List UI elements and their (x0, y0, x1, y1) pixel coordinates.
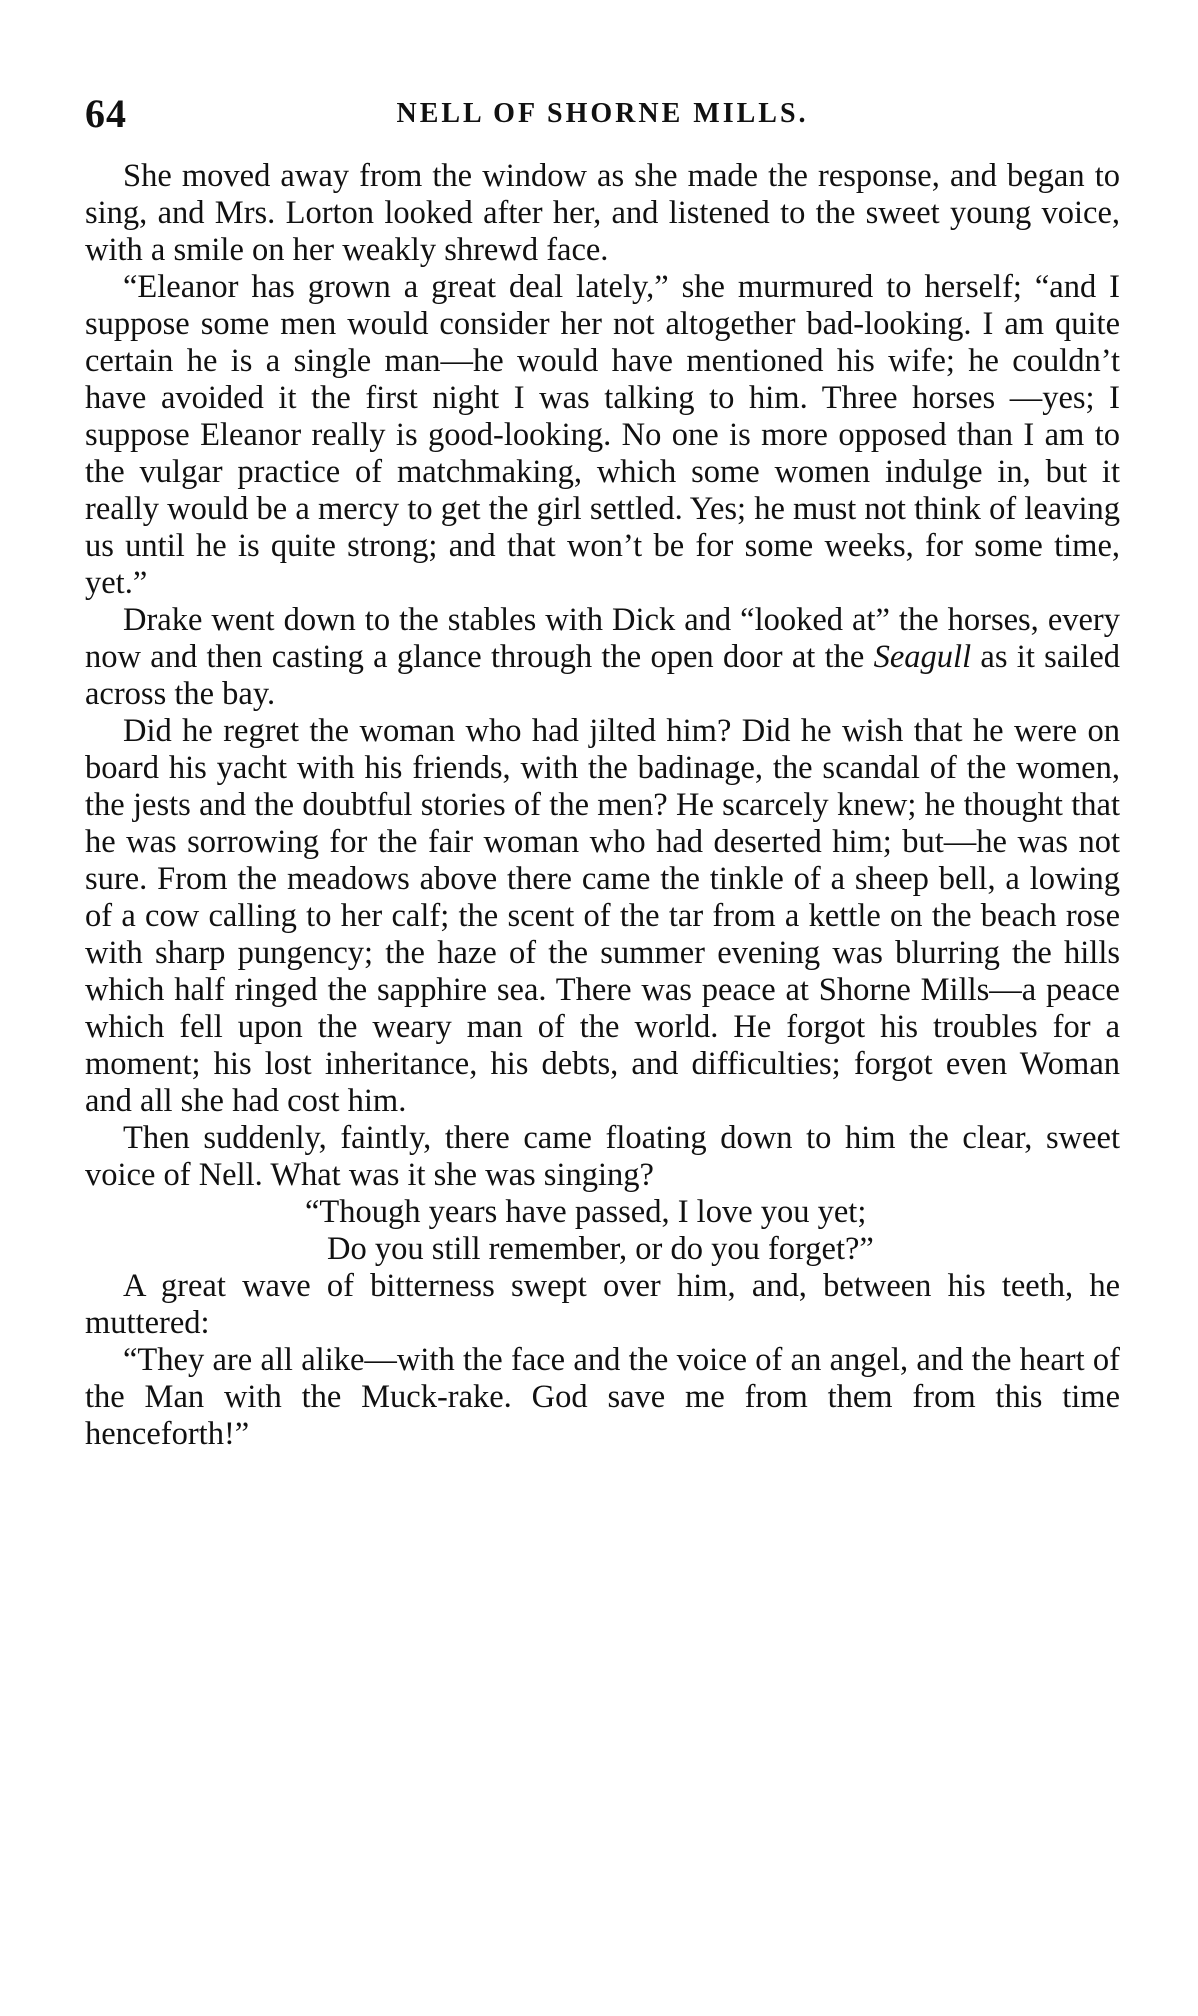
paragraph-text: Drake went down to the stables with Dick and “looked at” the horses, every now and then casting a glance through the open door at the (85, 602, 1120, 675)
paragraph (85, 602, 1120, 713)
page-number: 64 (85, 91, 127, 136)
running-head (85, 90, 1120, 140)
paragraph: “They are all alike—with the face and the voice of an angel, and the heart of the Man with the Muck-rake. God save me from them from this time henceforth!” (85, 1342, 1120, 1452)
body-text (85, 158, 1120, 1453)
paragraph: “Eleanor has grown a great deal lately,” she murmured to herself; “and I suppose some men would consider her not altogether bad-looking. I am quite certain he is a single man—he would have mentioned his wife; he couldn’t have avoided it the first night I was talking to him. Three horses —yes; I suppose Eleanor really is good-looking. No one is more opposed than I am to the vulgar practice of matchmaking, which some women indulge in, but it really would be a mercy to get the girl settled. Yes; he must not think of leaving us until he is quite strong; and that won’t be for some weeks, for some time, yet.” (85, 269, 1120, 601)
paragraph-text: as it sailed across the bay. (85, 639, 1120, 712)
paragraph: She moved away from the window as she made the response, and began to sing, and Mrs. Lorton looked after her, and listened to the sweet young voice, with a smile on her weakly shrewd face. (85, 158, 1120, 268)
book-page (85, 90, 1120, 1453)
running-title: NELL OF SHORNE MILLS. (396, 98, 809, 129)
verse-line: Do you still remember, or do you forget?” (327, 1231, 874, 1267)
paragraph: Did he regret the woman who had jilted him? Did he wish that he were on board his yacht with his friends, with the badinage, the scandal of the women, the jests and the doubtful stories of the men? He scarcely knew; he thought that he was sorrowing for the fair woman who had deserted him; but—he was not sure. From the meadows above there came the tinkle of a sheep bell, a lowing of a cow calling to her calf; the scent of the tar from a kettle on the beach rose with sharp pungency; the haze of the summer evening was blurring the hills which half ringed the sapphire sea. There was peace at Shorne Mills—a peace which fell upon the weary man of the world. He forgot his troubles for a moment; his lost inheritance, his debts, and difficulties; forgot even Woman and all she had cost him. (85, 713, 1120, 1119)
verse-line: “Though years have passed, I love you yet; (305, 1194, 867, 1230)
paragraph: A great wave of bitterness swept over him, and, between his teeth, he muttered: (85, 1268, 1120, 1341)
paragraph: Then suddenly, faintly, there came floating down to him the clear, sweet voice of Nell. What was it she was singing? (85, 1120, 1120, 1193)
ship-name: Seagull (873, 639, 972, 675)
song-verse (305, 1194, 1120, 1268)
